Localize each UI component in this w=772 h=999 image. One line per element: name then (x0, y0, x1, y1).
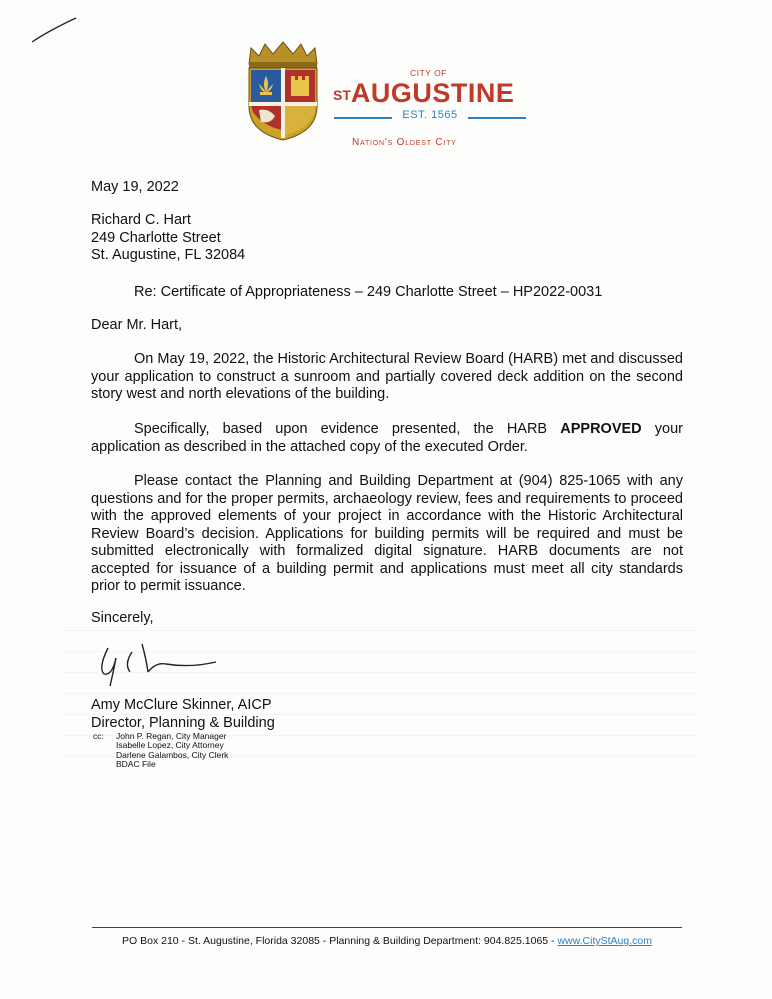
city-motto: Nation's Oldest City (352, 137, 457, 148)
city-of-label: CITY OF (410, 68, 447, 78)
recipient-street: 249 Charlotte Street (91, 229, 221, 246)
cc-recipient: John P. Regan, City Manager (116, 731, 227, 741)
letter-date: May 19, 2022 (91, 179, 179, 195)
approval-text-before: Specifically, based upon evidence presented, the HARB (134, 421, 561, 437)
cc-label: cc: (93, 731, 104, 741)
paragraph-meeting (91, 351, 683, 404)
cc-recipient: BDAC File (116, 759, 156, 770)
footer (92, 935, 682, 947)
approval-text-after: your application as described in the attached copy of the executed Order. (91, 421, 683, 455)
paragraph-meeting-text: On May 19, 2022, the Historic Architectural Review Board (HARB) met and discussed your application to construct a sunroom and partially covered deck addition on the second story west and north elevations of the building. (91, 351, 683, 402)
signature-block (91, 697, 275, 732)
signer-title: Director, Planning & Building (91, 714, 275, 731)
approval-status: APPROVED (560, 421, 642, 437)
recipient-city: St. Augustine, FL 32084 (91, 247, 246, 263)
recipient-name: Richard C. Hart (91, 212, 191, 228)
signer-name: Amy McClure Skinner, AICP (91, 697, 272, 713)
divider-left (334, 117, 392, 119)
subject-line: Re: Certificate of Appropriateness – 249 Charlotte Street – HP2022-0031 (134, 284, 603, 300)
city-name-prefix: ST (333, 87, 351, 103)
city-crest-logo (241, 40, 325, 142)
handwritten-signature (94, 638, 244, 690)
paragraph-approval (91, 421, 683, 456)
cc-recipients (116, 732, 228, 770)
closing: Sincerely, (91, 610, 154, 626)
website-link[interactable]: www.CityStAug.com (557, 935, 652, 947)
established-row (334, 110, 526, 124)
recipient-address (91, 212, 245, 265)
established-label: EST. 1565 (402, 109, 458, 121)
cc-recipient: Darlene Galambos, City Clerk (116, 749, 229, 760)
paragraph-contact (91, 473, 683, 596)
salutation: Dear Mr. Hart, (91, 317, 183, 333)
cc-recipient: Isabelle Lopez, City Attorney (116, 740, 224, 751)
footer-divider (92, 927, 682, 928)
city-name-wordmark (333, 80, 514, 107)
divider-right (468, 117, 526, 119)
city-name: AUGUSTINE (350, 78, 515, 108)
paragraph-contact-text: Please contact the Planning and Building Department at (904) 825-1065 with any questions and for the proper permits, archaeology review, fees and requirements to proceed with the approved elements of your project in accordance with the Historic Architectural Review Board’s decision. Applications for building permits will be required and must be submitted electronically with formalized digital signature. HARB documents are not accepted for issuance of a building permit and applications must meet all city standards prior to permit issuance. (91, 473, 683, 594)
pen-stroke-mark (30, 16, 78, 44)
footer-contact-text: PO Box 210 - St. Augustine, Florida 32085 - Planning & Building Department: 904.825.1065 - (122, 935, 558, 947)
